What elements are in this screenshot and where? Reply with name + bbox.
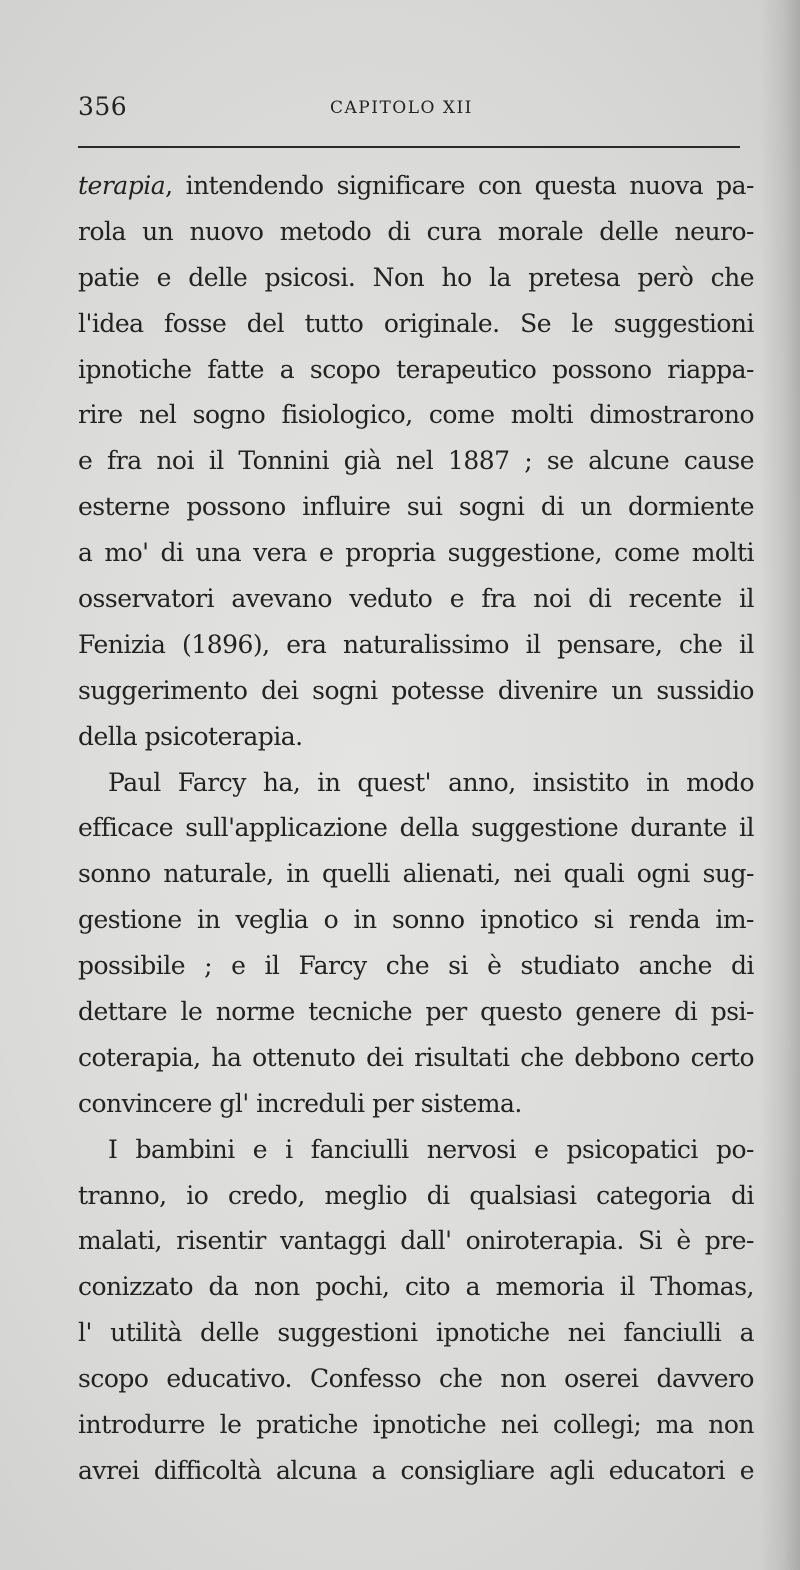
text-line: l' utilità delle suggestioni ipnotiche nei fanciulli a (78, 1318, 754, 1348)
text-line: introdurre le pratiche ipnotiche nei collegi; ma non (78, 1410, 754, 1440)
text-line: scopo educativo. Confesso che non oserei davvero (78, 1364, 754, 1394)
text-line: patie e delle psicosi. Non ho la pretesa però che (78, 262, 754, 292)
text-line: convincere gl' increduli per sistema. (78, 1088, 522, 1118)
text-line: rire nel sogno fisiologico, come molti dimostrarono (78, 400, 754, 430)
text-line: malati, risentir vantaggi dall' oniroterapia. Si è pre- (78, 1226, 754, 1256)
italic-term: terapia (78, 171, 166, 200)
text-line: Paul Farcy ha, in quest' anno, insistito in modo (108, 767, 754, 797)
line-text: , intendendo significare con questa nuova pa- (165, 171, 754, 200)
body-text (78, 163, 754, 1494)
text-line: ipnotiche fatte a scopo terapeutico possono riappa- (78, 354, 754, 384)
text-line: possibile ; e il Farcy che si è studiato anche di (78, 951, 754, 981)
text-line: esterne possono influire sui sogni di un dormiente (78, 492, 754, 522)
text-line: Fenizia (1896), era naturalissimo il pensare, che il (78, 629, 754, 659)
text-line: l'idea fosse del tutto originale. Se le suggestioni (78, 308, 754, 338)
page-gutter-shadow (760, 0, 800, 1570)
text-line: I bambini e i fanciulli nervosi e psicopatici po- (108, 1134, 754, 1164)
page-number: 356 (78, 92, 128, 121)
text-line: tranno, io credo, meglio di qualsiasi categoria di (78, 1180, 754, 1210)
text-line: efficace sull'applicazione della suggestione durante il (78, 813, 754, 843)
text-line: sonno naturale, in quelli alienati, nei quali ogni sug- (78, 859, 754, 889)
text-line: osservatori avevano veduto e fra noi di recente il (78, 584, 754, 614)
text-line: e fra noi il Tonnini già nel 1887 ; se alcune cause (78, 446, 754, 476)
text-line: conizzato da non pochi, cito a memoria il Thomas, (78, 1272, 754, 1302)
text-line: dettare le norme tecniche per questo genere di psi- (78, 997, 754, 1027)
header-rule (78, 146, 740, 148)
running-head: CAPITOLO XII (330, 98, 473, 118)
page-header (78, 92, 750, 132)
text-line: suggerimento dei sogni potesse divenire un sussidio (78, 675, 754, 705)
text-line: della psicoterapia. (78, 721, 303, 751)
text-line: coterapia, ha ottenuto dei risultati che debbono certo (78, 1042, 754, 1072)
text-line: avrei difficoltà alcuna a consigliare agli educatori e (78, 1455, 754, 1485)
text-line: gestione in veglia o in sonno ipnotico si renda im- (78, 905, 754, 935)
text-line: rola un nuovo metodo di cura morale delle neuro- (78, 216, 754, 246)
text-line (78, 163, 754, 209)
text-line: a mo' di una vera e propria suggestione, come molti (78, 538, 754, 568)
